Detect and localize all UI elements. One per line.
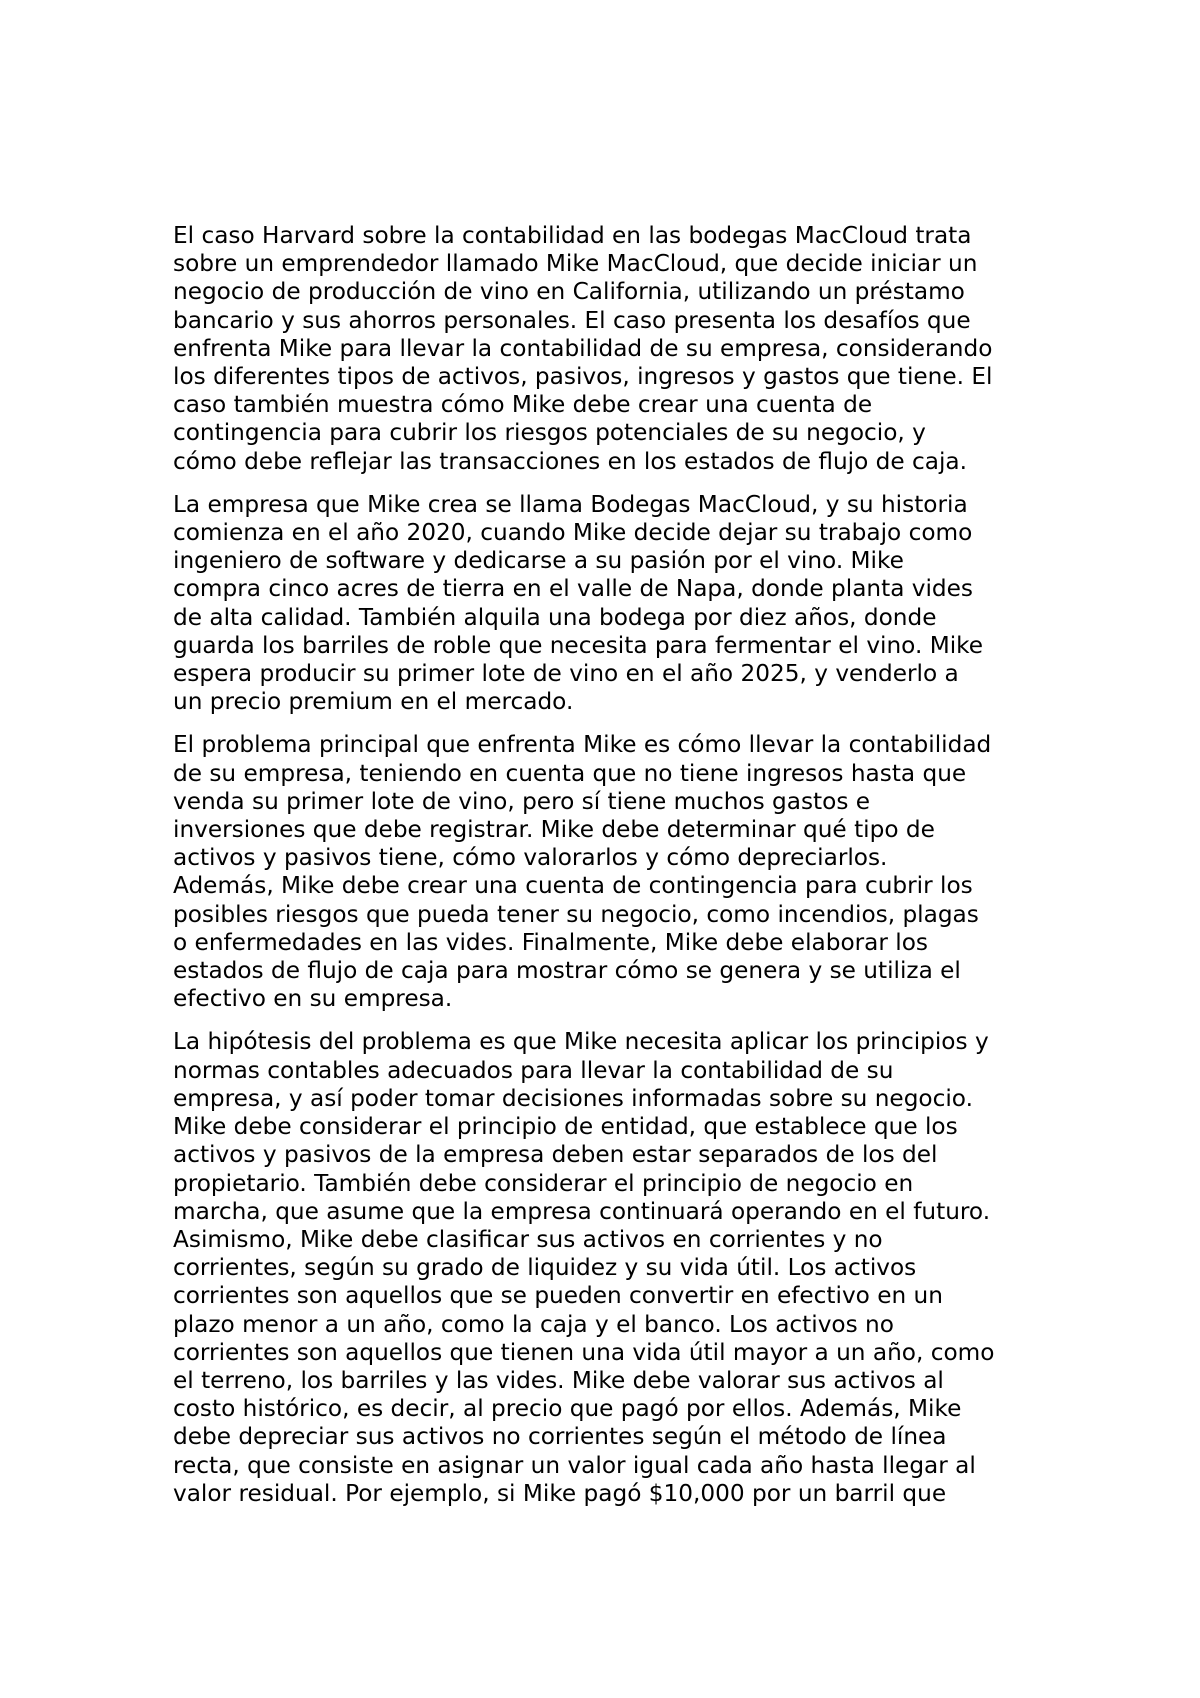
- paragraph-company-history: La empresa que Mike crea se llama Bodegas MacCloud, y su historia comienza en el año 2020, cuando Mike decide dejar su trabajo como ingeniero de software y dedicarse a su pasión por el vino. Mike compra cinco acres de tierra en el valle de Napa, donde planta vides de alta calidad. También alquila una bodega por diez años, donde guarda los barriles de roble que necesita para fermentar el vino. Mike espera producir su primer lote de vino en el año 2025, y venderlo a un precio premium en el mercado.: [173, 490, 984, 716]
- paragraph-intro: El caso Harvard sobre la contabilidad en las bodegas MacCloud trata sobre un emprendedor llamado Mike MacCloud, que decide iniciar un negocio de producción de vino en California, utilizando un préstamo bancario y sus ahorros personales. El caso presenta los desafíos que enfrenta Mike para llevar la contabilidad de su empresa, considerando los diferentes tipos de activos, pasivos, ingresos y gastos que tiene. El caso también muestra cómo Mike debe crear una cuenta de contingencia para cubrir los riesgos potenciales de su negocio, y cómo debe reflejar las transacciones en los estados de flujo de caja.: [173, 222, 993, 475]
- paragraph-main-problem: El problema principal que enfrenta Mike es cómo llevar la contabilidad de su empresa, teniendo en cuenta que no tiene ingresos hasta que venda su primer lote de vino, pero sí tiene muchos gastos e inversiones que debe registrar. Mike debe determinar qué tipo de activos y pasivos tiene, cómo valorarlos y cómo depreciarlos. Además, Mike debe crear una cuenta de contingencia para cubrir los posibles riesgos que pueda tener su negocio, como incendios, plagas o enfermedades en las vides. Finalmente, Mike debe elaborar los estados de flujo de caja para mostrar cómo se genera y se utiliza el efectivo en su empresa.: [173, 731, 992, 1013]
- document-body: [173, 222, 1043, 1523]
- paragraph-hypothesis: La hipótesis del problema es que Mike necesita aplicar los principios y normas contables adecuados para llevar la contabilidad de su empresa, y así poder tomar decisiones informadas sobre su negocio. Mike debe considerar el principio de entidad, que establece que los activos y pasivos de la empresa deben estar separados de los del propietario. También debe considerar el principio de negocio en marcha, que asume que la empresa continuará operando en el futuro. Asimismo, Mike debe clasificar sus activos en corrientes y no corrientes, según su grado de liquidez y su vida útil. Los activos corrientes son aquellos que se pueden convertir en efectivo en un plazo menor a un año, como la caja y el banco. Los activos no corrientes son aquellos que tienen una vida útil mayor a un año, como el terreno, los barriles y las vides. Mike debe valorar sus activos al costo histórico, es decir, al precio que pagó por ellos. Además, Mike debe depreciar sus activos no corrientes según el método de línea recta, que consiste en asignar un valor igual cada año hasta llegar al valor residual. Por ejemplo, si Mike pagó $10,000 por un barril que: [173, 1028, 995, 1507]
